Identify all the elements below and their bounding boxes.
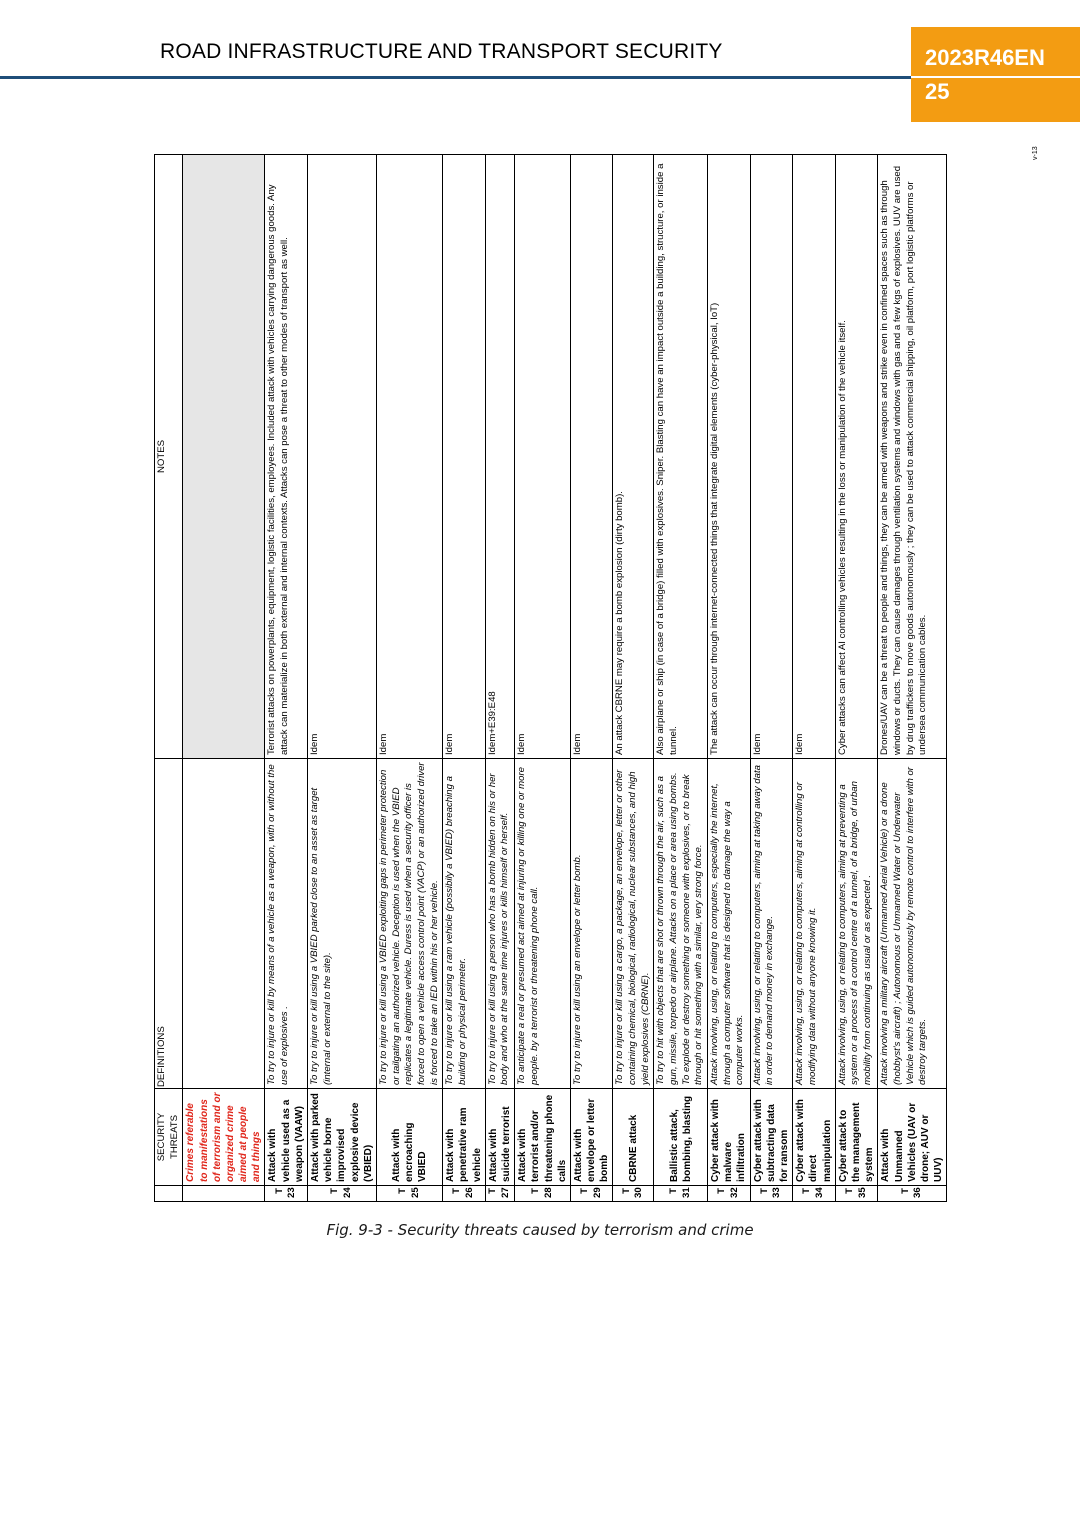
threat-definition: To try to injure or kill using a VBIED parked close to an asset as target (internal or external to the site). <box>308 759 377 1089</box>
table-header-row <box>155 155 183 1202</box>
threat-definition: To try to injure or kill using a VBIED exploiting gaps in perimeter protection or tailgating an authorized vehicle. Deception is used when the VBIED replicates a legitimate vehicle. Duress is used when a security officer is forced to open a vehicle access control point (VACP) or an authorized driver is forced to take an IED within his or her vehicle. <box>376 759 442 1089</box>
table-row <box>265 155 308 1202</box>
table-row <box>613 155 654 1202</box>
threat-definition: Attack involving, using, or relating to computers, aiming at taking away data in order to demand money in exchange. <box>750 759 793 1089</box>
header-id-cell <box>155 1186 183 1202</box>
threat-definition: To try to injure or kill using a ram vehicle (possibily a VBIED) breaching a building or physical perimeter. <box>443 759 486 1089</box>
threat-notes: Idem <box>443 155 486 759</box>
document-code: 2023R46EN <box>925 45 1045 70</box>
threat-notes: Idem <box>793 155 836 759</box>
threat-definition: Attack involving, using, or relating to computers, especially the internet, through a computer software that is designed to damage the way a computer works. <box>708 759 751 1089</box>
threat-id: T 26 <box>443 1186 486 1202</box>
threat-definition: Attack involving, using, or relating to computers, aiming at controlling or modifying data without anyone knowing it. <box>793 759 836 1089</box>
threat-name: Attack with vehicle used as a weapon (VAAW) <box>265 1089 308 1186</box>
threat-notes: The attack can occur through internet-connected things that integrate digital elements (cyber-physical, IoT) <box>708 155 751 759</box>
header-definitions: DEFINITIONS <box>155 759 183 1089</box>
document-code-box <box>911 27 1080 122</box>
threat-name: Cyber attack with direct manipulation <box>793 1089 836 1186</box>
threat-definition: Attack involving a military aircraft (Unmanned Aerial Vehicle) or a drone (hobbyst's aircraft) ; Autonomous or Unmanned Water or Underwater Vehicle which is guided autonomously by remote control to interfere with or destroy targets. <box>878 759 947 1089</box>
threat-notes: Idem <box>750 155 793 759</box>
threat-id: T 30 <box>613 1186 654 1202</box>
threat-id: T 35 <box>835 1186 878 1202</box>
table-row <box>878 155 947 1202</box>
threat-id: T 28 <box>515 1186 571 1202</box>
threat-name: Cyber attack to the management system <box>835 1089 878 1186</box>
threat-definition: To anticipate a real or presumed act aimed at injuring or killing one or more people. by a terrorist or threatening phone call. <box>515 759 571 1089</box>
table-row <box>308 155 377 1202</box>
threats-table-rotated <box>154 154 1039 1202</box>
category-row <box>183 155 265 1202</box>
threat-name: Ballistic attack, bombing, blasting <box>654 1089 708 1186</box>
threat-id: T 33 <box>750 1186 793 1202</box>
table-row <box>485 155 514 1202</box>
page-number: 25 <box>925 79 950 104</box>
header-notes: NOTES <box>155 155 183 759</box>
table-row <box>443 155 486 1202</box>
threat-id: T 31 <box>654 1186 708 1202</box>
threat-definition: To try to injure or kill by means of a vehicle as a weapon, with or without the use of explosives . <box>265 759 308 1089</box>
header-rule <box>0 76 911 79</box>
header-threats: SECURITY THREATS <box>155 1089 183 1186</box>
threat-name: Attack with encroaching VBIED <box>376 1089 442 1186</box>
category-definition-cell <box>183 759 265 1089</box>
threat-definition: To try to injure or kill using a cargo, a package, an envelope, letter or other containing chemical, biological, radiological, nuclear substances, and high yield explosives (CBRNE). <box>613 759 654 1089</box>
threat-definition: Attack involving, using, or relating to computers, aiming at preventing a system or a process of a control centre of a tunnel, of a bridge, of urban mobility from continuing as usual or as expected . <box>835 759 878 1089</box>
threat-notes: Cyber attacks can affect AI controlling vehicles resulting in the loss or manipulation of the vehicle itself. <box>835 155 878 759</box>
figure-caption: Fig. 9-3 - Security threats caused by terrorism and crime <box>326 1221 754 1239</box>
threat-notes: Terrorist attacks on powerplants, equipment, logistic facilities, employees. Included attack with vehicles carrying dangerous goods. Any attack can materialize in both external and internal contexts. Attacks can pose a threat to other modes of transport as well. <box>265 155 308 759</box>
table-row <box>376 155 442 1202</box>
threats-table <box>154 154 947 1202</box>
threat-id: T 29 <box>570 1186 613 1202</box>
header-box-divider <box>911 76 1080 78</box>
threat-id: T 24 <box>308 1186 377 1202</box>
threat-name: Cyber attack with subtracting data for ransom <box>750 1089 793 1186</box>
version-label: v-13 <box>1032 146 1039 160</box>
category-notes-cell <box>183 155 265 759</box>
threat-name: Attack with envelope or letter bomb <box>570 1089 613 1186</box>
threat-id: T 36 <box>878 1186 947 1202</box>
threat-notes: Idem <box>308 155 377 759</box>
threat-id: T 32 <box>708 1186 751 1202</box>
table-row <box>708 155 751 1202</box>
threat-name: Attack with terrorist and/or threatening phone calls <box>515 1089 571 1186</box>
threat-definition: To try to injure or kill using a person who has a bomb hidden on his or her body and who at the same time injures or kills himself or herself. <box>485 759 514 1089</box>
threat-name: Cyber attack with malware infiltration <box>708 1089 751 1186</box>
table-row <box>570 155 613 1202</box>
threat-notes: Idem+E39:E48 <box>485 155 514 759</box>
threat-name: CBRNE attack <box>613 1089 654 1186</box>
threat-notes: Drones/UAV can be a threat to people and things, they can be armed with weapons and strike even in confined spaces such as through windows or ducts. They can cause damages through ventilation systems and windows with gas and a few kgs of explosives. UUV are used by drug traffickers to move goods autonomously ; they can be used to attack commercial shipping, oil platform, port logistic platforms or undersea communication cables. <box>878 155 947 759</box>
category-id-cell <box>183 1186 265 1202</box>
threat-id: T 23 <box>265 1186 308 1202</box>
threat-definition: To try to hit with objects that are shot or thrown through the air, such as a gun, missile, torpedo or airplane. Attacks on a place or area using bombs. To explode or destroy something or someone with explosives, or to break through or hit something with a similar, very strong force. <box>654 759 708 1089</box>
table-row <box>654 155 708 1202</box>
table-row <box>750 155 793 1202</box>
threat-name: Attack with penetrative ram vehicle <box>443 1089 486 1186</box>
threat-id: T 25 <box>376 1186 442 1202</box>
threat-name: Attack with parked vehicle borne improvised explosive device (VBIED) <box>308 1089 377 1186</box>
threat-id: T 34 <box>793 1186 836 1202</box>
threat-definition: To try to injure or kill using an envelope or letter bomb. <box>570 759 613 1089</box>
table-row <box>515 155 571 1202</box>
threat-notes: Idem <box>515 155 571 759</box>
threat-notes: Idem <box>376 155 442 759</box>
threat-id: T 27 <box>485 1186 514 1202</box>
threat-notes: Also airplane or ship (in case of a bridge) filled with explosives. Sniper. Blasting can have an impact outside a building, structure, or inside a tunnel. <box>654 155 708 759</box>
category-label: Crimes referable to manifestations of terrorism and or organized crime aimed at people and things <box>183 1089 265 1186</box>
threat-name: Attack with Unmanned Vehicles (UAV or drone; AUV or UUV) <box>878 1089 947 1186</box>
table-row <box>793 155 836 1202</box>
threat-notes: An attack CBRNE may require a bomb explosion (dirty bomb). <box>613 155 654 759</box>
table-row <box>835 155 878 1202</box>
threat-notes: Idem <box>570 155 613 759</box>
threat-name: Attack with suicide terrorist <box>485 1089 514 1186</box>
page-title: ROAD INFRASTRUCTURE AND TRANSPORT SECURITY <box>160 40 723 63</box>
